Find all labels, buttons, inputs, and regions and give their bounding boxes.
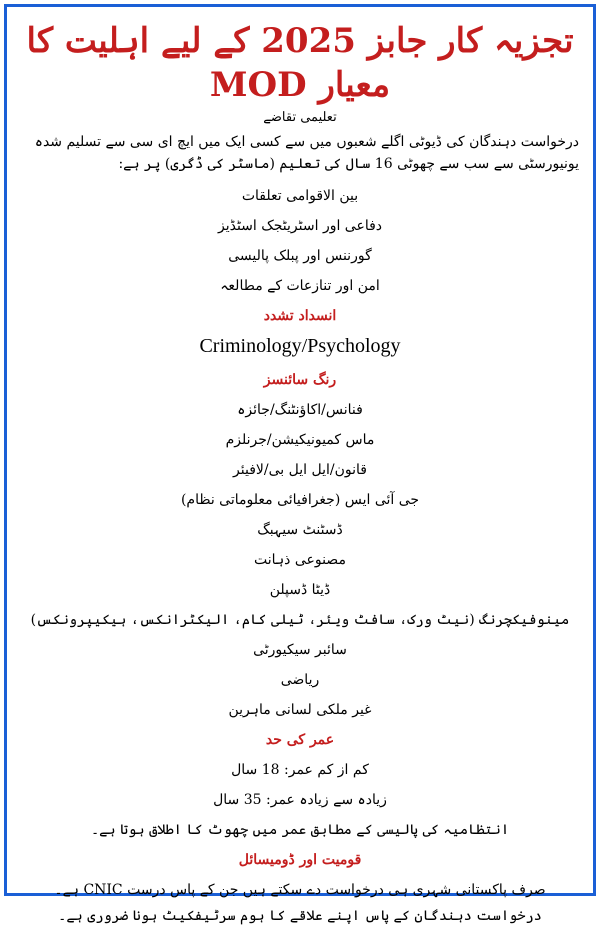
nationality-heading: قومیت اور ڈومیسائل <box>238 852 362 868</box>
field-item: ریاضی <box>280 672 320 688</box>
field-item: فنانس/اکاؤنٹنگ/جائزہ <box>237 402 363 418</box>
education-text: درخواست دہندگان کی ڈیوٹی اگلے شعبوں میں سے کسی ایک میں ایچ ای سی سے تسلیم شدہ یونیورسٹی سے سب سے چھوٹی 16 سال کی تعلیم (ماسٹر کی ڈگری) پر ہے: <box>34 134 579 172</box>
field-item: ماس کمیونیکیشن/جرنلزم <box>225 432 375 448</box>
field-item: ڈسٹنٹ سیہبگ <box>257 522 343 538</box>
nationality-line-1: صرف پاکستانی شہری ہی درخواست دے سکتے ہیں جن کے پاس درست CNIC ہے۔ <box>54 882 546 898</box>
field-item: بین الاقوامی تعلقات <box>241 188 359 204</box>
field-item: گورننس اور پبلک پالیسی <box>228 248 372 264</box>
document-frame <box>4 4 596 924</box>
education-heading: تعلیمی تقاضے <box>263 110 337 125</box>
field-item: امن اور تنازعات کے مطالعہ <box>220 278 380 294</box>
nationality-line-2: درخواست دہندگان کے پاس اپنے علاقے کا ہوم سرٹیفکیٹ ہونا ضروری ہے۔ <box>58 908 542 924</box>
max-age: زیادہ سے زیادہ عمر: 35 سال <box>213 792 387 808</box>
field-item: غیر ملکی لسانی ماہرین <box>228 702 372 718</box>
criminology-line: Criminology/Psychology <box>199 335 401 357</box>
document-content <box>7 19 593 927</box>
field-item: مصنوعی ذہانت <box>254 552 346 568</box>
color-sciences-heading: رنگ سائنسز <box>263 372 337 388</box>
field-item: جی آئی ایس (جغرافیائی معلوماتی نظام) <box>180 492 420 508</box>
counter-terrorism-heading: انسداد تشدد <box>263 308 337 324</box>
field-item: مینوفیکچرنگ (نیٹ ورک، سافٹ ویئر، ٹیلی کام، الیکٹرانکس، ہیکیپرونکس) <box>30 612 570 628</box>
page-title: تجزیہ کار جابز 2025 کے لیے اہلیت کا معیار MOD <box>26 21 574 105</box>
field-item: قانون/ایل ایل بی/لافیئر <box>233 462 367 478</box>
field-item: ڈیٹا ڈسپلن <box>269 582 331 598</box>
field-item: دفاعی اور اسٹریٹجک اسٹڈیز <box>217 218 383 234</box>
min-age: کم از کم عمر: 18 سال <box>231 762 369 778</box>
field-item: سائبر سیکیورٹی <box>253 642 347 658</box>
age-relaxation: انتظامیہ کی پالیسی کے مطابق عمر میں چھوٹ کا اطلاق ہوتا ہے۔ <box>90 822 510 838</box>
age-heading: عمر کی حد <box>265 732 335 748</box>
